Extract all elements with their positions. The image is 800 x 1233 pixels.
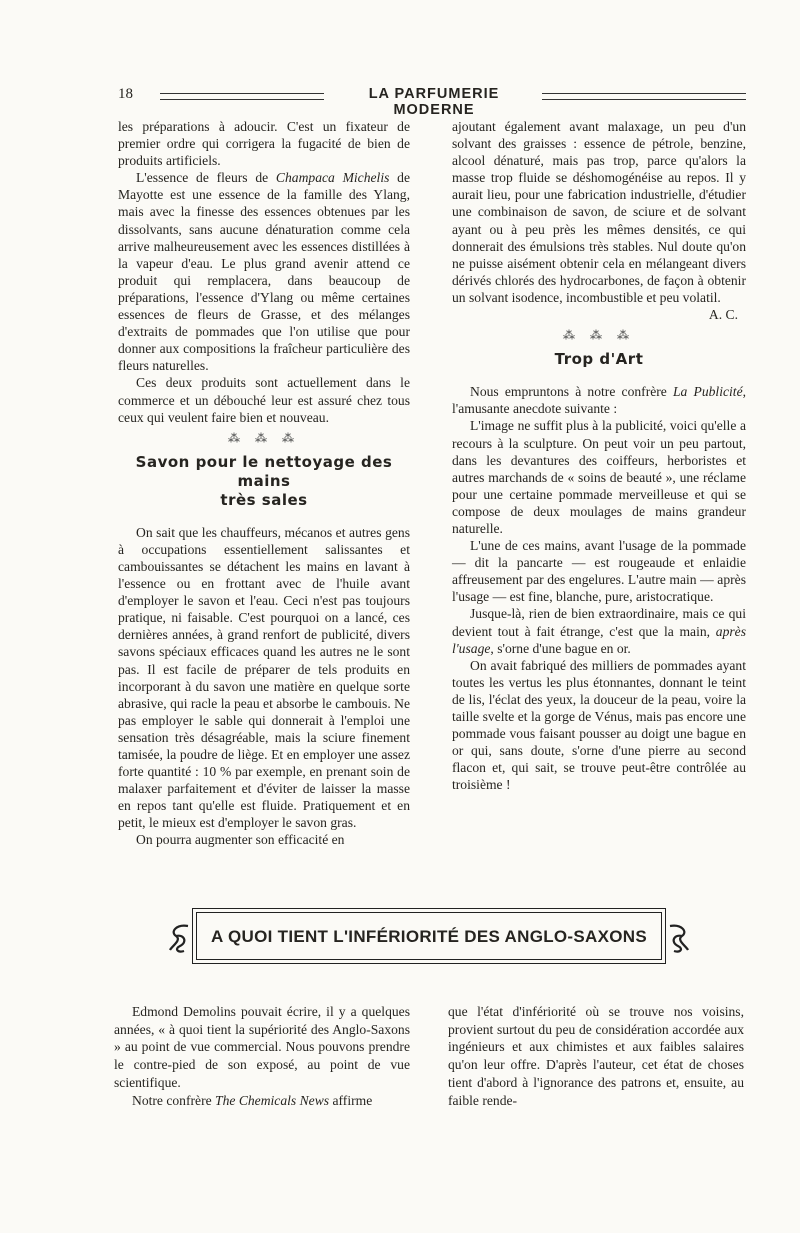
bottom-right-paragraph-1: que l'état d'infériorité où se trouve nos voisins, provient surtout du peu de considération accordée aux ingénieurs et aux chimistes et aux faibles salaires qu'on leur offre. D'après l'auteur, cet état de choses tient d'abord à l'ignorance des patrons et, ensuite, au faible rende- — [448, 1004, 744, 1108]
running-title: LA PARFUMERIE MODERNE — [368, 86, 500, 118]
text-run: Jusque-là, rien de bien extraordinaire, mais ce qui devient tout à fait étrange, c'est que la main, — [452, 606, 746, 639]
banner-frame — [196, 912, 662, 960]
flourish-left-icon — [166, 922, 194, 954]
text-run: de Mayotte est une essence de la famille des Ylang, mais avec la finesse des essences obtenues par les dissolvants, sans aucune dénaturation comme cela arrive malheureusement avec les essences distillées à la vapeur d'eau. Le plus grand avenir attend ce produit qui remplacera, dans beaucoup de préparations, l'essence d'Ylang ou même certaines essences de fleurs de Grasse, et des mélanges d'extraits de pommades que l'on utilise que pour donner aux compositions la fraîcheur particulière des fleurs naturelles. — [118, 170, 410, 374]
text-run: , l'amusante anecdote suivante : — [452, 384, 747, 417]
flourish-right-icon — [664, 922, 692, 954]
left-paragraph-3: Ces deux produits sont actuellement dans le commerce et un débouché leur est assuré chez tous ceux qui veulent faire bien et nouveau. — [118, 375, 410, 425]
left-paragraph-4: On sait que les chauffeurs, mécanos et autres gens à occupations essentiellement salissantes et cambouissantes se détachent les mains en lavant à l'essence ou en frottant avec de l'huile avant d'employer le savon et l'eau. Ceci n'est pas toujours pratique, ni faisable. C'est pourquoi on a lancé, ces dernières années, à grand renfort de publicité, divers savons spéciaux efficaces quand les autres ne le sont pas. Il est facile de préparer de tels produits en incorporant à du savon une matière en quelque sorte abrasive, qui racle la peau et absorbe le cambouis. Ne pas employer le sable qui donnerait à l'emploi une sensation très désagréable, mais la sciure finement tamisée, la poudre de liège. Et en employer une assez forte quantité : 10 % par exemple, en prenant soin de malaxer parfaitement et d'éviter de laisser la masse en repos tant qu'elle est fluide. Pratiquement et en petit, le mieux est d'employer le savon gras. — [118, 524, 410, 831]
bottom-left-paragraph-2 — [114, 1092, 410, 1110]
italic-name: The Chemicals News — [215, 1092, 330, 1108]
section-title-savon — [118, 453, 410, 510]
right-paragraph-4: L'une de ces mains, avant l'usage de la pommade — dit la pancarte — est rougeaude et enlaidie affreusement par des engelures. L'autre main — après l'usage — est fine, blanche, pure, aristocratique. — [452, 538, 746, 605]
article-banner — [166, 912, 692, 964]
section-ornament: ⁂ ⁂ ⁂ — [228, 430, 300, 445]
bottom-left-column — [114, 1003, 410, 1109]
header-rule-right — [542, 93, 746, 100]
right-column — [452, 118, 746, 793]
left-paragraph-2 — [118, 169, 410, 374]
left-paragraph-1: les préparations à adoucir. C'est un fixateur de premier ordre qui corrigera la fugacité de bien de produits artificiels. — [118, 119, 410, 169]
italic-name: La Publicité — [673, 384, 743, 400]
text-run: L'essence de fleurs de — [136, 170, 276, 186]
signature: A. C. — [708, 307, 738, 323]
header-rule-left — [160, 93, 324, 100]
left-column — [118, 118, 410, 849]
section-title-trop-dart: Trop d'Art — [554, 350, 644, 369]
italic-phrase: après l'usage — [452, 623, 746, 656]
page-header — [118, 84, 746, 118]
bottom-left-paragraph-1: Edmond Demolins pouvait écrire, il y a quelques années, « à quoi tient la supériorité des Anglo-Saxons » au point de vue commercial. Nous pouvons prendre le contre-pied de son exposé, au point de vue scientifique. — [114, 1004, 410, 1090]
bottom-right-column — [448, 1003, 744, 1109]
right-paragraph-6: On avait fabriqué des milliers de pommades ayant toutes les vertus les plus étonnantes, donnant le teint de lis, l'éclat des yeux, la douceur de la peau, voire la taille svelte et la gorge de Vénus, mais pas encore une pommade vous faisant pousser au doigt une bague en or qui, sans doute, s'orne d'une pierre au second flacon et, qui sait, se trouve peut-être contrôlée au troisième ! — [452, 657, 746, 793]
title-line-2: très sales — [220, 490, 308, 509]
left-paragraph-5: On pourra augmenter son efficacité en — [136, 832, 345, 848]
page-number: 18 — [118, 86, 133, 102]
text-run: Notre confrère — [132, 1092, 216, 1108]
right-paragraph-1: ajoutant également avant malaxage, un peu d'un solvant des graisses : essence de pétrole, benzine, alcool dénaturé, mais pas trop, parce qu'alors la masse trop fluide se déshomogénéise au repos. Il y aurait lieu, pour une fabrication industrielle, d'étudier une combinaison de savon, de sciure et de solvant ayant ou à peu près les mêmes densités, ce qui donnerait des émulsions très stables. Nul doute qu'on ne puisse aisément obtenir cela en mélangeant divers dérivés chlorés des hydrocarbones, de façon à obtenir un solvant isodence, incombustible et peu volatil. — [452, 119, 746, 305]
section-ornament: ⁂ ⁂ ⁂ — [563, 328, 635, 343]
right-paragraph-3: L'image ne suffit plus à la publicité, voici qu'elle a recours à la sculpture. On peut voir un peu partout, dans les devantures des coiffeurs, herboristes et autres marchands de « soins de beauté », une réclame pour une certaine pommade merveilleuse et qui se compose de deux moulages de mains grandeur naturelle. — [452, 418, 746, 536]
italic-name: Champaca Michelis — [275, 170, 390, 186]
text-run: Nous empruntons à notre confrère — [470, 384, 673, 400]
right-paragraph-5 — [452, 605, 746, 656]
text-run: , s'orne d'une bague en or. — [490, 640, 631, 656]
banner-title: A QUOI TIENT L'INFÉRIORITÉ DES ANGLO-SAXONS — [211, 927, 647, 946]
title-line-1: Savon pour le nettoyage des mains — [135, 452, 393, 490]
right-paragraph-2 — [452, 383, 746, 417]
text-run: affirme — [329, 1092, 373, 1108]
